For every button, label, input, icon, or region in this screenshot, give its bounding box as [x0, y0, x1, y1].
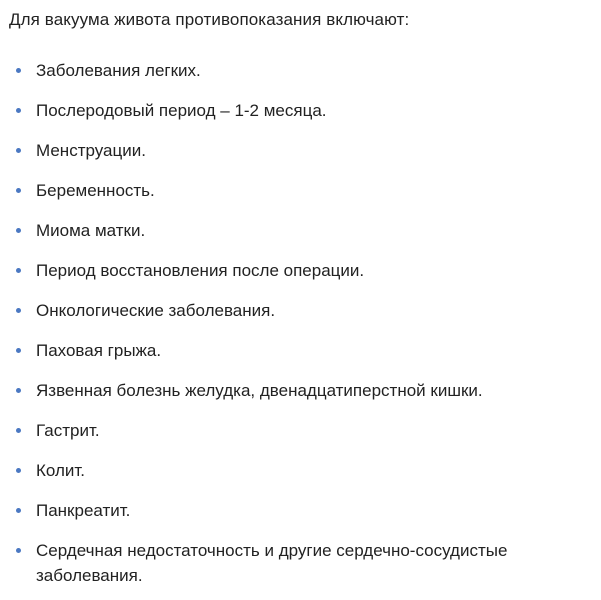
list-item [0, 218, 601, 243]
bullet-icon [16, 468, 21, 473]
bullet-icon [16, 188, 21, 193]
list-item-text: Онкологические заболевания. [36, 301, 276, 320]
list-item-text: Послеродовый период – 1-2 месяца. [36, 101, 327, 120]
bullet-icon [16, 228, 21, 233]
contraindications-list [0, 58, 601, 600]
list-item-text: Период восстановления после операции. [36, 261, 365, 280]
list-item-text: Панкреатит. [36, 501, 131, 520]
list-item [0, 178, 601, 203]
intro-text: Для вакуума живота противопоказания включают: [9, 10, 410, 29]
bullet-icon [16, 268, 21, 273]
list-item [0, 538, 576, 588]
list-item [0, 498, 601, 523]
list-item [0, 138, 601, 163]
list-item [0, 298, 601, 323]
list-item [0, 58, 601, 83]
bullet-icon [16, 308, 21, 313]
list-item-text: Паховая грыжа. [36, 341, 162, 360]
bullet-icon [16, 508, 21, 513]
list-item-text: Гастрит. [36, 421, 100, 440]
list-item-text: Беременность. [36, 181, 155, 200]
list-item [0, 258, 601, 283]
list-item [0, 458, 601, 483]
list-item [0, 418, 601, 443]
bullet-icon [16, 548, 21, 553]
bullet-icon [16, 388, 21, 393]
bullet-icon [16, 428, 21, 433]
bullet-icon [16, 348, 21, 353]
list-item-text: Миома матки. [36, 221, 146, 240]
list-item-text: Менструации. [36, 141, 146, 160]
list-item [0, 98, 601, 123]
list-item-text: Колит. [36, 461, 86, 480]
bullet-icon [16, 108, 21, 113]
bullet-icon [16, 148, 21, 153]
list-item-text: Язвенная болезнь желудка, двенадцатиперстной кишки. [36, 381, 483, 400]
list-item-text: Сердечная недостаточность и другие сердечно-сосудистые заболевания. [36, 541, 508, 585]
list-item [0, 378, 601, 403]
bullet-icon [16, 68, 21, 73]
list-item-text: Заболевания легких. [36, 61, 201, 80]
list-item [0, 338, 601, 363]
